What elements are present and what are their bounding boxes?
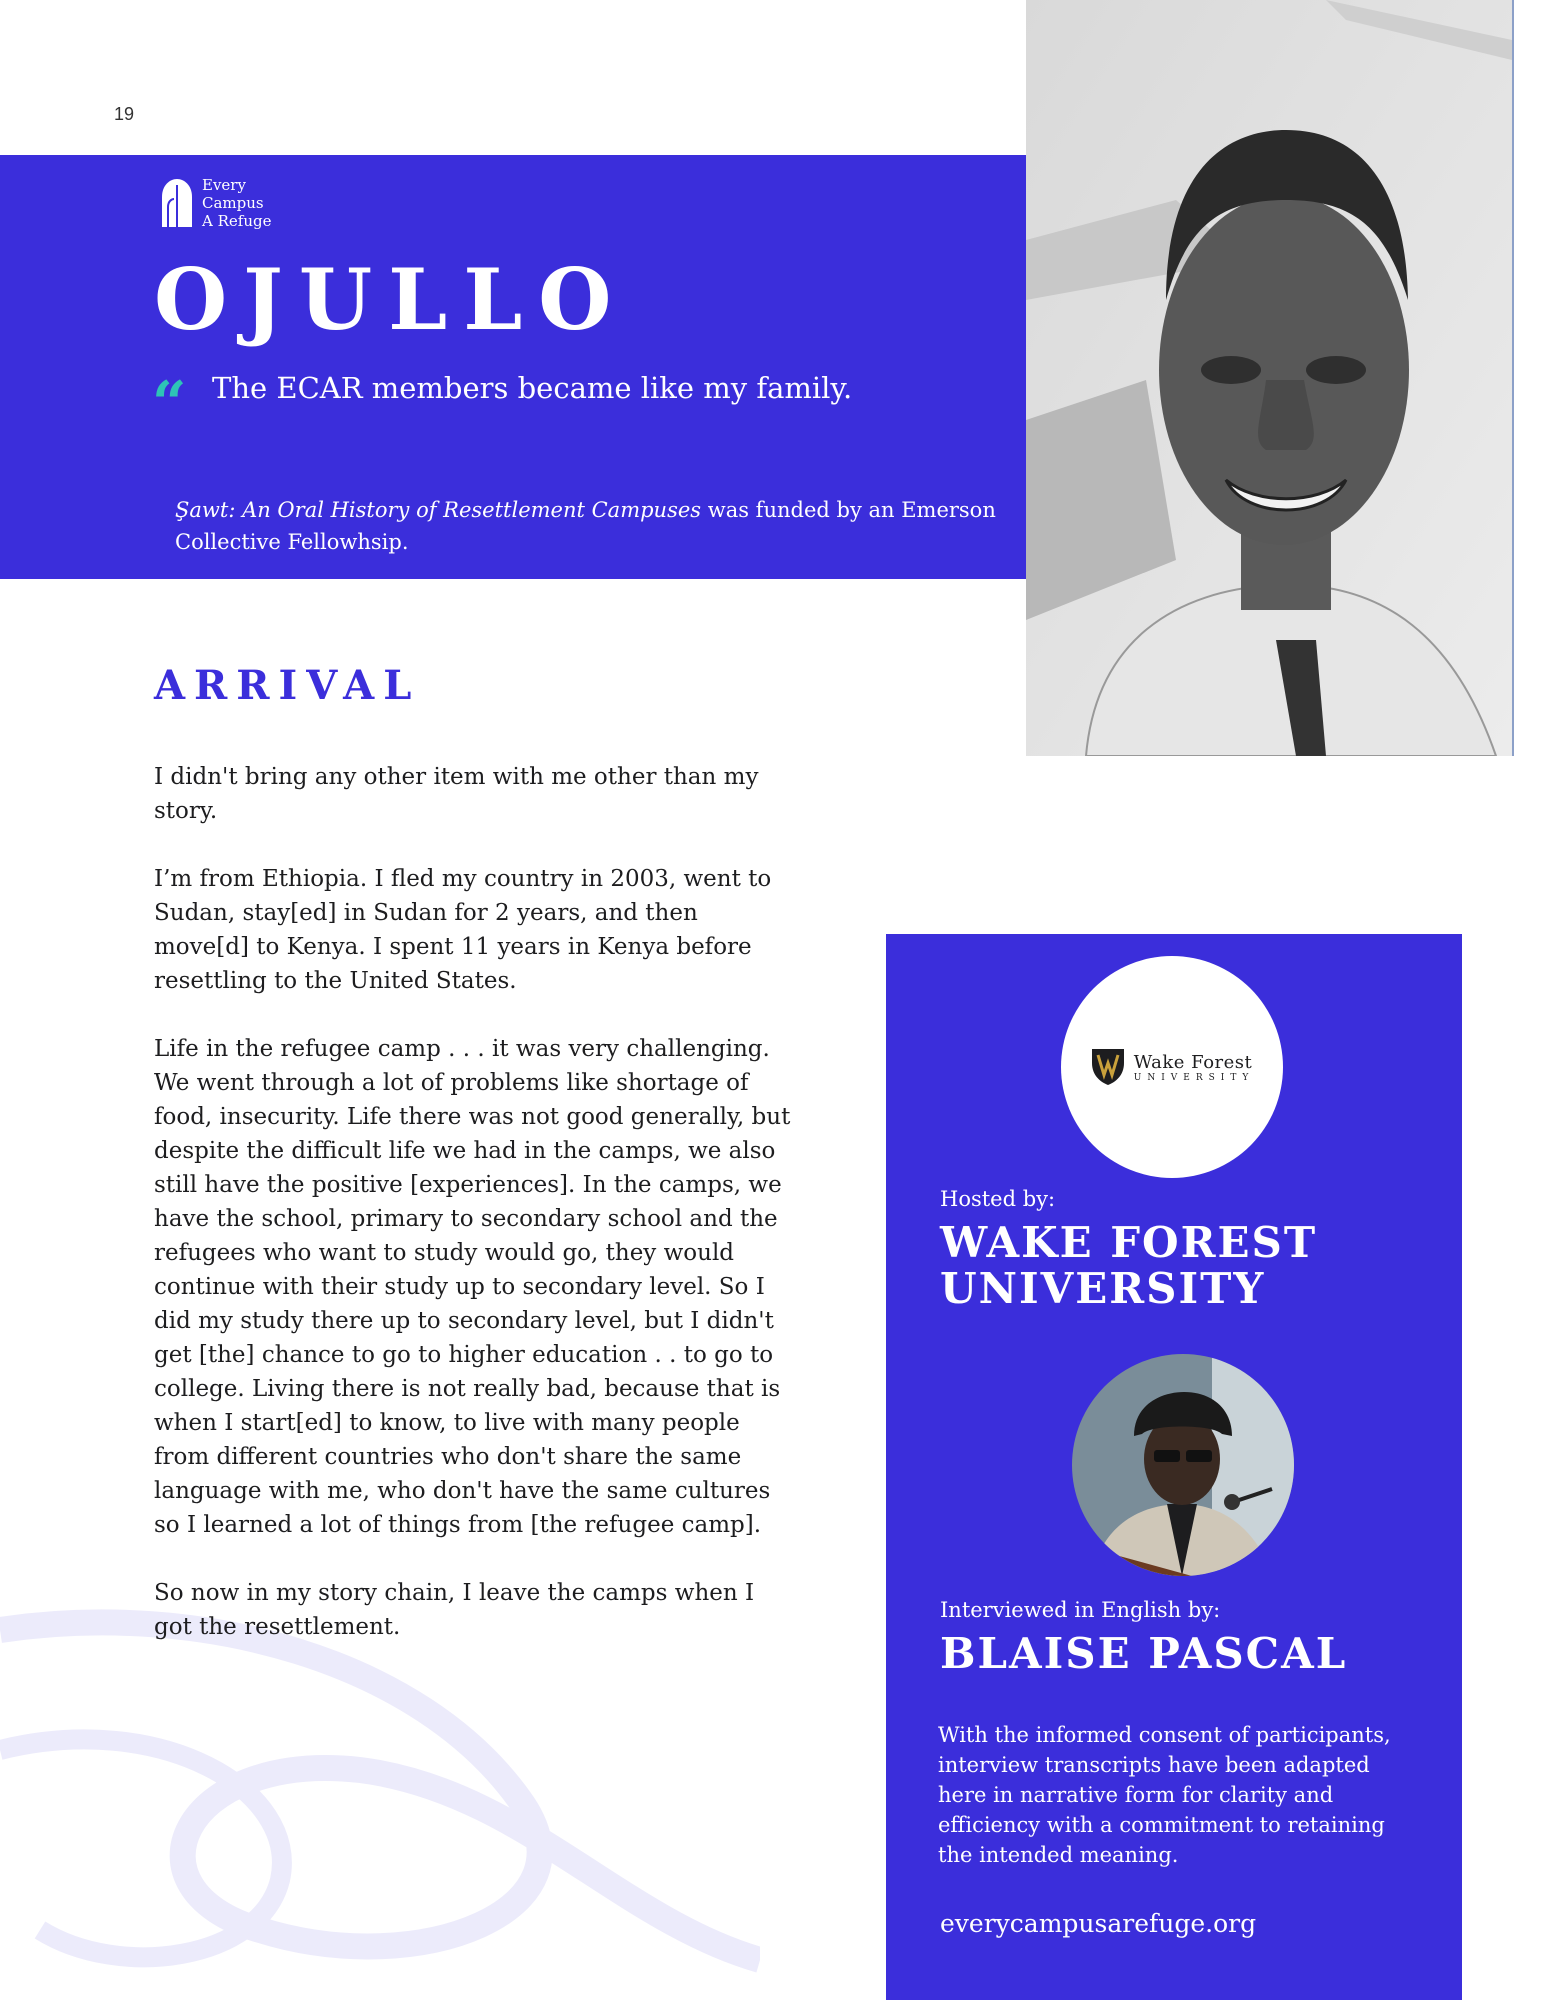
host-name-line-1: WAKE FOREST	[940, 1218, 1318, 1267]
host-name	[940, 1220, 1317, 1312]
wake-forest-logo	[1061, 956, 1283, 1178]
website-link[interactable]: everycampusarefuge.org	[940, 1909, 1257, 1938]
host-info-card	[886, 934, 1462, 2000]
section-title: ARRIVAL	[154, 662, 421, 709]
wake-forest-shield-icon	[1090, 1047, 1126, 1087]
funding-title: Şawt: An Oral History of Resettlement Campuses	[175, 498, 702, 522]
story-paragraph: I didn't bring any other item with me other than my story.	[154, 764, 759, 824]
wake-forest-logo-subtext: UNIVERSITY	[1133, 1072, 1255, 1083]
consent-note: With the informed consent of participants, interview transcripts have been adapted here in narrative form for clarity and efficiency with a commitment to retaining the intended meaning.	[938, 1723, 1391, 1867]
logo-line-1: Every	[202, 176, 246, 194]
interviewer-name: BLAISE PASCAL	[940, 1629, 1348, 1678]
logo-line-2: Campus	[202, 194, 264, 212]
funding-note	[175, 494, 1005, 558]
story-text	[154, 760, 794, 1678]
hosted-by-label: Hosted by:	[940, 1187, 1056, 1211]
wake-forest-logo-text: Wake Forest	[1133, 1051, 1253, 1073]
pull-quote	[152, 366, 853, 439]
quote-text: The ECAR members became like my family.	[212, 371, 853, 405]
ecar-logo-icon	[160, 177, 194, 229]
interviewer-photo	[1072, 1354, 1294, 1576]
quote-mark-icon: “	[152, 369, 187, 439]
narrator-portrait	[1026, 0, 1514, 756]
narrator-name: OJULLO	[154, 250, 628, 349]
host-name-line-2: UNIVERSITY	[940, 1264, 1266, 1313]
interviewed-by-label: Interviewed in English by:	[940, 1598, 1221, 1622]
funding-text: was funded by an Emerson Collective Fellowhsip.	[175, 498, 996, 554]
page-number: 19	[114, 104, 135, 124]
logo-line-3: A Refuge	[202, 212, 272, 230]
ecar-logo	[160, 176, 271, 230]
story-paragraph: So now in my story chain, I leave the camps when I got the resettlement.	[154, 1580, 755, 1640]
story-paragraph: I’m from Ethiopia. I fled my country in 2003, went to Sudan, stay[ed] in Sudan for 2 years, and then move[d] to Kenya. I spent 11 years in Kenya before resettling to the United States.	[154, 866, 772, 994]
story-paragraph: Life in the refugee camp . . . it was very challenging. We went through a lot of problems like shortage of food, insecurity. Life there was not good generally, but despite the difficult life we had in the camps, we also still have the positive [experiences]. In the camps, we have the school, primary to secondary school and the refugees who want to study would go, they would continue with their study up to secondary level. So I did my study there up to secondary level, but I didn't get [the] chance to go to higher education . . to go to college. Living there is not really bad, because that is when I start[ed] to know, to live with many people from different countries who don't share the same language with me, who don't have the same cultures so I learned a lot of things from [the refugee camp].	[154, 1036, 791, 1538]
